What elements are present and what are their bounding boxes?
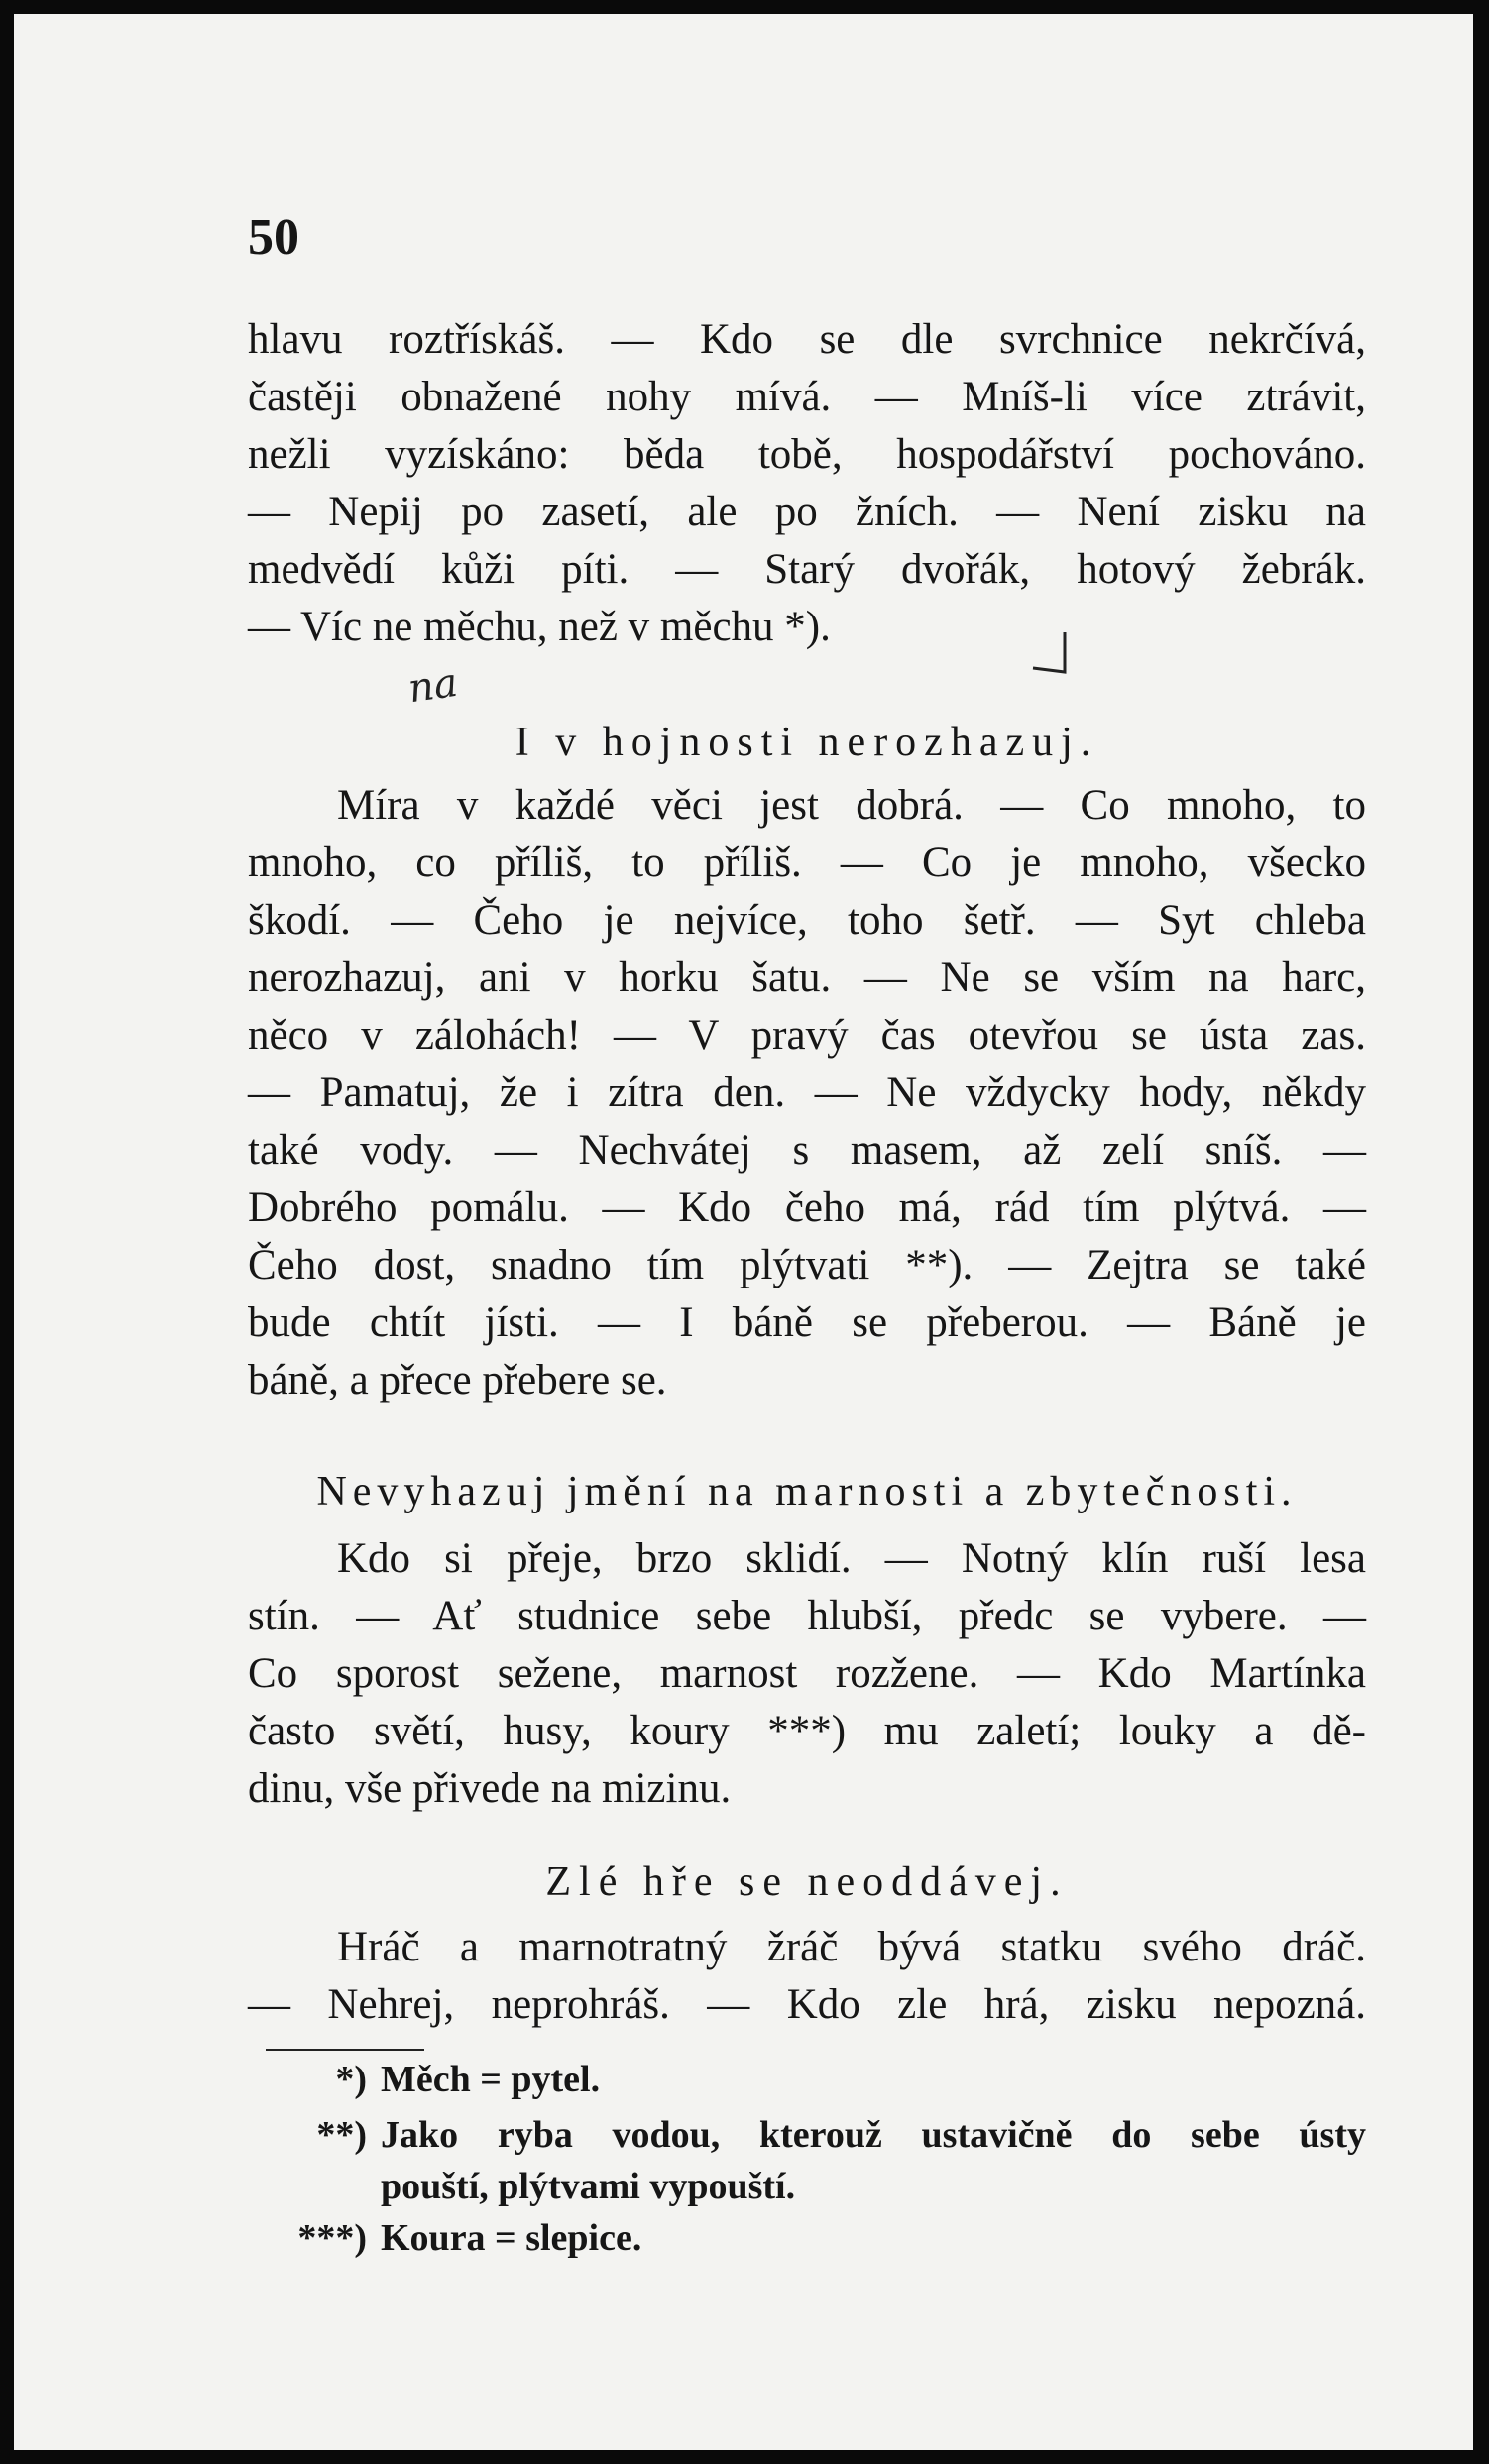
text-line: — Pamatuj, že i zítra den. — Ne vždycky hody, někdy	[248, 1069, 1366, 1116]
text-line: dinu, vše přivede na mizinu.	[248, 1765, 732, 1812]
footnote-text: Měch = pytel.	[381, 2059, 601, 2100]
text-line: báně, a přece přebere se.	[248, 1357, 667, 1403]
text-line: nerozhazuj, ani v horku šatu. — Ne se vším na harc,	[248, 954, 1366, 1001]
section-heading: I v hojnosti nerozhazuj.	[515, 720, 1099, 765]
text-line: hlavu roztřískáš. — Kdo se dle svrchnice nekrčívá,	[248, 316, 1366, 363]
text-line: také vody. — Nechvátej s masem, až zelí sníš. —	[248, 1127, 1366, 1174]
text-line: Dobrého pomálu. — Kdo čeho má, rád tím plýtvá. —	[248, 1184, 1366, 1231]
text-line: Hráč a marnotratný žráč bývá statku svého dráč.	[337, 1924, 1366, 1970]
section-heading: Zlé hře se neoddávej.	[545, 1859, 1069, 1905]
text-line: — Nepij po zasetí, ale po žních. — Není zisku na	[248, 489, 1366, 535]
page-number: 50	[248, 209, 299, 266]
text-line: medvědí kůži píti. — Starý dvořák, hotový žebrák.	[248, 546, 1366, 593]
footnote-mark: *)	[335, 2059, 367, 2100]
text-line: Čeho dost, snadno tím plýtvati **). — Zejtra se také	[248, 1242, 1366, 1288]
footnote-text: Jako ryba vodou, kterouž ustavičně do sebe ústy	[381, 2114, 1366, 2156]
text-line: Kdo si přeje, brzo sklidí. — Notný klín ruší lesa	[337, 1535, 1366, 1582]
handwritten-bracket-mark	[1027, 628, 1069, 676]
footnote-mark: **)	[316, 2114, 367, 2156]
text-line: Míra v každé věci jest dobrá. — Co mnoho, to	[337, 782, 1366, 829]
footnote-mark: ***)	[297, 2217, 367, 2259]
text-line: mnoho, co příliš, to příliš. — Co je mnoho, všecko	[248, 840, 1366, 886]
page	[14, 14, 1473, 2450]
footnote-divider	[266, 2049, 424, 2051]
footnote-text: Koura = slepice.	[381, 2217, 642, 2259]
section-heading: Nevyhazuj jmění na marnosti a zbytečnosti.	[316, 1469, 1298, 1514]
text-line: něco v zálohách! — V pravý čas otevřou se ústa zas.	[248, 1012, 1366, 1059]
footnote-text: pouští, plýtvami vypouští.	[381, 2166, 796, 2207]
text-line: bude chtít jísti. — I báně se přeberou. — Báně je	[248, 1299, 1366, 1346]
text-line: častěji obnažené nohy mívá. — Mníš-li více ztrávit,	[248, 374, 1366, 420]
text-line: stín. — Ať studnice sebe hlubší, předc se vybere. —	[248, 1593, 1366, 1639]
text-line: často světí, husy, koury ***) mu zaletí; louky a dě-	[248, 1708, 1366, 1754]
text-line: Co sporost sežene, marnost rozžene. — Kdo Martínka	[248, 1650, 1366, 1697]
handwritten-correction: na	[405, 659, 461, 713]
text-line: škodí. — Čeho je nejvíce, toho šetř. — Syt chleba	[248, 897, 1366, 944]
text-line: — Nehrej, neprohráš. — Kdo zle hrá, zisku nepozná.	[248, 1981, 1366, 2028]
text-line: — Víc ne měchu, než v měchu *).	[248, 604, 831, 650]
text-line: nežli vyzískáno: běda tobě, hospodářství pochováno.	[248, 431, 1366, 478]
